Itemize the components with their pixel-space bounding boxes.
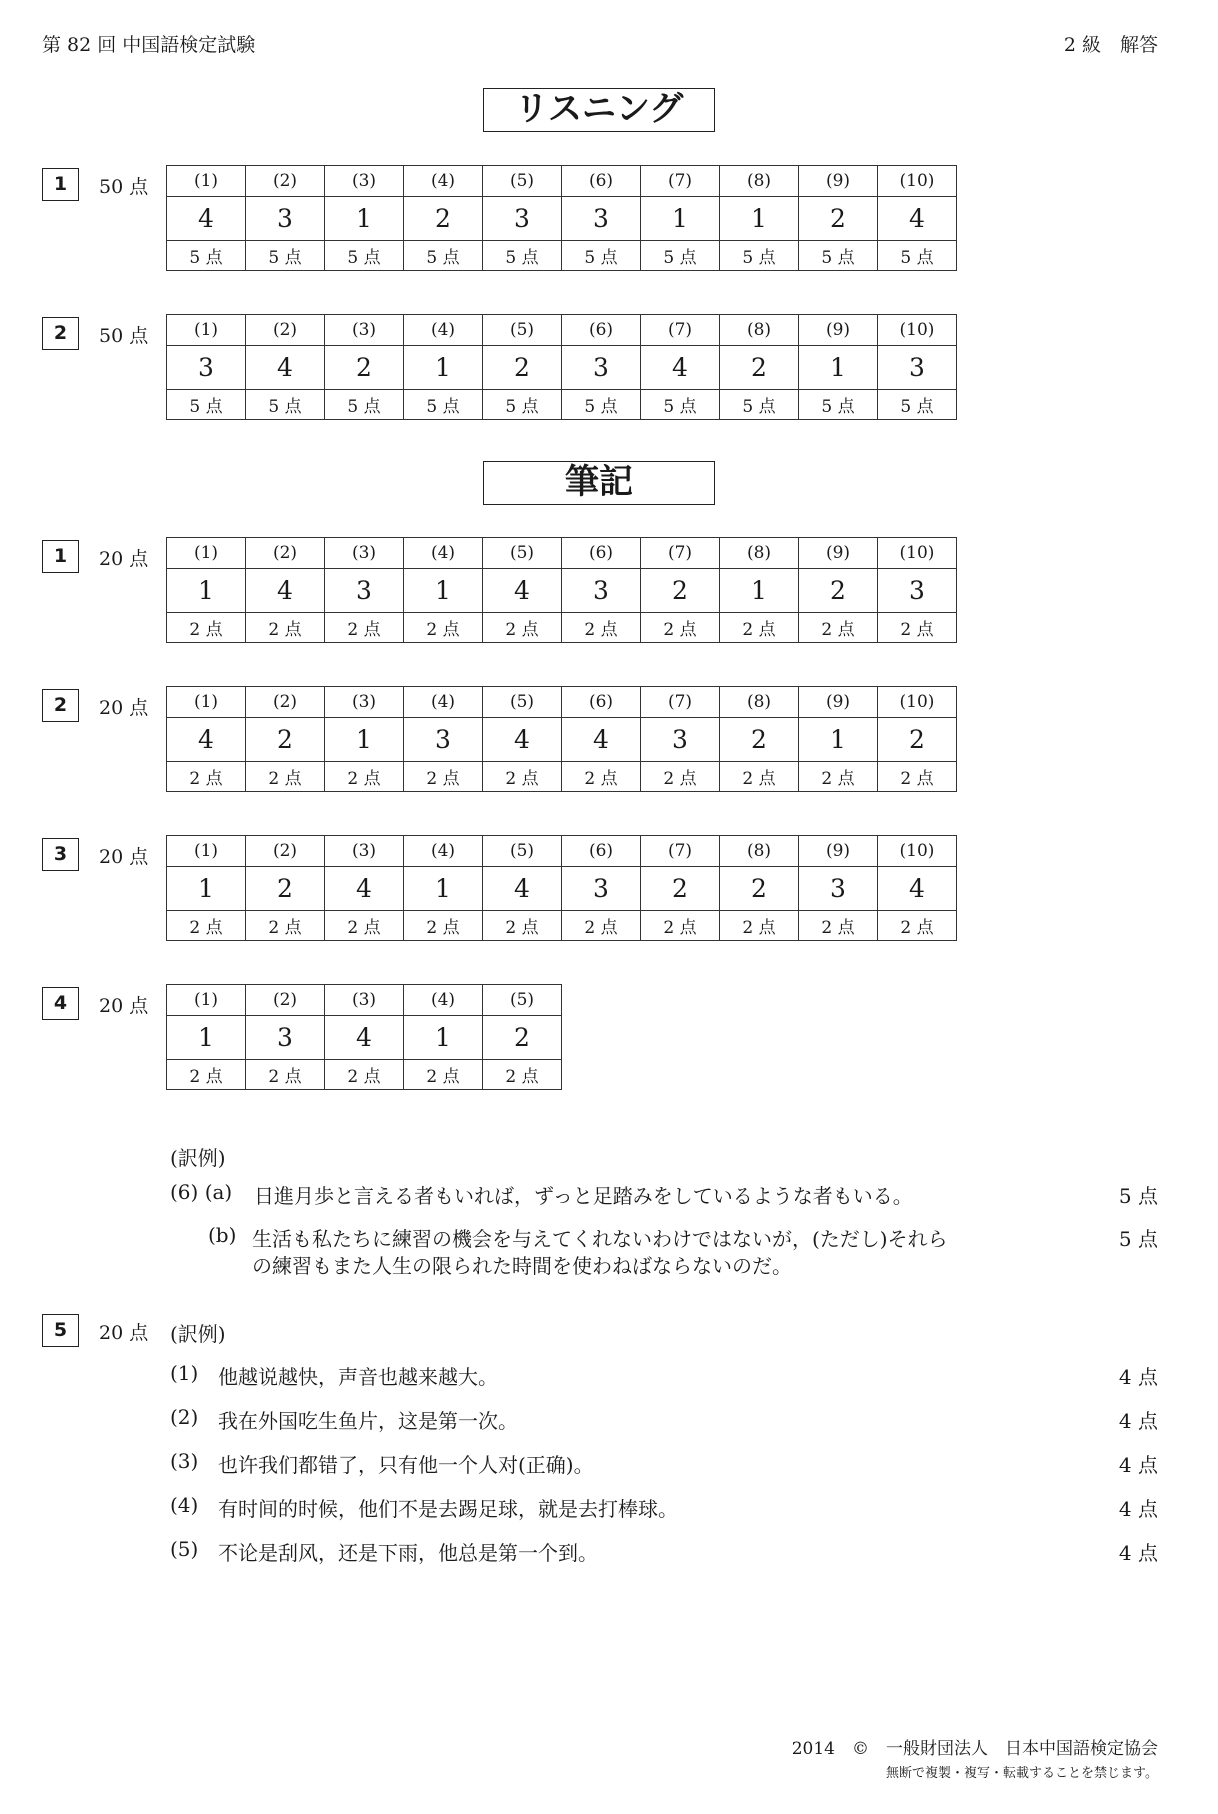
answer-value: 1 — [404, 569, 483, 613]
answer-label: (1) — [167, 166, 246, 197]
answer-score: 5 点 — [404, 241, 483, 271]
question-points: 50 点 — [99, 176, 149, 198]
answer-label: (3) — [325, 538, 404, 569]
translation-text: 他越说越快，声音也越来越大。 — [218, 1365, 498, 1389]
answer-score: 2 点 — [799, 613, 878, 643]
answer-value: 2 — [878, 718, 957, 762]
answer-label-row — [167, 985, 562, 1016]
answer-score: 5 点 — [720, 241, 799, 271]
answer-value: 1 — [167, 569, 246, 613]
answer-score: 2 点 — [167, 762, 246, 792]
answer-label: (5) — [483, 315, 562, 346]
answer-label: (4) — [404, 687, 483, 718]
answer-value: 1 — [325, 197, 404, 241]
translation-text: 我在外国吃生鱼片，这是第一次。 — [218, 1409, 518, 1433]
answer-label: (5) — [483, 836, 562, 867]
translation-heading: (訳例) — [170, 1322, 226, 1346]
answer-value: 4 — [246, 569, 325, 613]
translation-text: の練習もまた人生の限られた時間を使わねばならないのだ。 — [252, 1254, 792, 1278]
answer-value: 4 — [878, 867, 957, 911]
answer-label: (4) — [404, 315, 483, 346]
answer-label: (10) — [878, 538, 957, 569]
answer-label-row — [167, 687, 957, 718]
answer-label: (8) — [720, 836, 799, 867]
answer-label: (3) — [325, 836, 404, 867]
answer-label: (8) — [720, 687, 799, 718]
translation-text: 日進月歩と言える者もいれば，ずっと足踏みをしているような者もいる。 — [254, 1184, 913, 1208]
answer-label: (2) — [246, 687, 325, 718]
answer-label: (7) — [641, 836, 720, 867]
answer-value: 2 — [483, 1016, 562, 1060]
answer-value-row — [167, 718, 957, 762]
answer-value: 3 — [562, 569, 641, 613]
answer-value: 2 — [720, 718, 799, 762]
answer-table — [166, 686, 957, 792]
answer-label: (2) — [246, 315, 325, 346]
answer-label: (5) — [483, 985, 562, 1016]
answer-value: 3 — [167, 346, 246, 390]
answer-value: 3 — [799, 867, 878, 911]
answer-label: (7) — [641, 166, 720, 197]
answer-value: 1 — [799, 346, 878, 390]
answer-label: (9) — [799, 687, 878, 718]
answer-value-row — [167, 1016, 562, 1060]
answer-label-row — [167, 315, 957, 346]
answer-score: 2 点 — [720, 911, 799, 941]
answer-value: 4 — [483, 569, 562, 613]
answer-label: (5) — [483, 166, 562, 197]
answer-value: 2 — [404, 197, 483, 241]
item-points: 4 点 — [1118, 1497, 1158, 1521]
answer-score: 2 点 — [799, 911, 878, 941]
answer-label: (2) — [246, 538, 325, 569]
answer-score-row — [167, 762, 957, 792]
answer-score: 2 点 — [404, 613, 483, 643]
question-number: 5 — [42, 1314, 79, 1347]
question-number: 2 — [42, 317, 79, 350]
answer-value: 2 — [720, 346, 799, 390]
answer-label: (3) — [325, 315, 404, 346]
item-points: 4 点 — [1118, 1541, 1158, 1565]
copyright: 2014 © 一般財団法人 日本中国語検定協会 — [791, 1739, 1158, 1759]
answer-label: (6) — [562, 166, 641, 197]
answer-score: 2 点 — [483, 1060, 562, 1090]
answer-score: 5 点 — [878, 241, 957, 271]
question-points: 20 点 — [99, 697, 149, 719]
answer-value: 3 — [878, 346, 957, 390]
answer-label: (7) — [641, 315, 720, 346]
exam-title: 第 82 回 中国語検定試験 — [42, 34, 256, 56]
answer-label: (10) — [878, 166, 957, 197]
answer-label: (9) — [799, 166, 878, 197]
answer-score: 2 点 — [562, 613, 641, 643]
answer-score: 2 点 — [404, 911, 483, 941]
answer-score: 2 点 — [246, 762, 325, 792]
answer-value: 4 — [167, 197, 246, 241]
answer-value: 3 — [641, 718, 720, 762]
answer-value: 3 — [562, 867, 641, 911]
answer-score: 5 点 — [325, 390, 404, 420]
answer-score: 2 点 — [404, 762, 483, 792]
answer-label: (1) — [167, 538, 246, 569]
answer-label-row — [167, 166, 957, 197]
answer-score-row — [167, 911, 957, 941]
question-number: 3 — [42, 838, 79, 871]
item-points: 5 点 — [1118, 1184, 1158, 1208]
item-label: (1) — [170, 1361, 199, 1385]
answer-value: 3 — [404, 718, 483, 762]
question-points: 20 点 — [99, 846, 149, 868]
answer-score: 2 点 — [325, 1060, 404, 1090]
answer-score: 2 点 — [720, 762, 799, 792]
answer-label: (10) — [878, 687, 957, 718]
translation-text: 不论是刮风，还是下雨，他总是第一个到。 — [218, 1541, 598, 1565]
item-points: 4 点 — [1118, 1409, 1158, 1433]
question-number: 4 — [42, 987, 79, 1020]
answer-label: (4) — [404, 836, 483, 867]
answer-value: 2 — [641, 867, 720, 911]
answer-label: (7) — [641, 687, 720, 718]
item-points: 4 点 — [1118, 1365, 1158, 1389]
answer-score: 5 点 — [878, 390, 957, 420]
translation-text: 生活も私たちに練習の機会を与えてくれないわけではないが，(ただし)それら — [252, 1227, 948, 1251]
answer-value: 1 — [720, 569, 799, 613]
answer-value: 2 — [799, 569, 878, 613]
answer-label: (6) — [562, 315, 641, 346]
translation-text: 有时间的时候，他们不是去踢足球，就是去打棒球。 — [218, 1497, 678, 1521]
answer-score: 5 点 — [799, 241, 878, 271]
answer-value-row — [167, 569, 957, 613]
answer-score: 2 点 — [167, 1060, 246, 1090]
answer-score: 5 点 — [483, 390, 562, 420]
item-label: (6) (a) — [170, 1180, 233, 1204]
answer-score: 2 点 — [167, 613, 246, 643]
answer-score: 2 点 — [246, 613, 325, 643]
copyright-notice: 無断で複製・複写・転載することを禁じます。 — [886, 1766, 1158, 1781]
answer-label: (8) — [720, 538, 799, 569]
answer-value: 4 — [878, 197, 957, 241]
answer-score: 5 点 — [404, 390, 483, 420]
answer-score: 5 点 — [246, 390, 325, 420]
answer-value: 1 — [799, 718, 878, 762]
answer-label: (1) — [167, 985, 246, 1016]
translation-text: 也许我们都错了，只有他一个人对(正确)。 — [218, 1453, 594, 1477]
item-label: (2) — [170, 1405, 199, 1429]
answer-score-row — [167, 390, 957, 420]
answer-score: 2 点 — [562, 911, 641, 941]
answer-score: 2 点 — [246, 1060, 325, 1090]
answer-value: 2 — [246, 867, 325, 911]
answer-label: (8) — [720, 166, 799, 197]
question-points: 20 点 — [99, 995, 149, 1017]
answer-score: 2 点 — [878, 613, 957, 643]
answer-value-row — [167, 867, 957, 911]
answer-label: (7) — [641, 538, 720, 569]
answer-score: 5 点 — [799, 390, 878, 420]
answer-table — [166, 537, 957, 643]
answer-score: 2 点 — [483, 762, 562, 792]
section-title-writing: 筆記 — [483, 461, 715, 505]
answer-value: 4 — [562, 718, 641, 762]
answer-value: 4 — [641, 346, 720, 390]
answer-value: 1 — [720, 197, 799, 241]
answer-value: 2 — [483, 346, 562, 390]
answer-value: 4 — [246, 346, 325, 390]
answer-score: 2 点 — [799, 762, 878, 792]
answer-value: 1 — [167, 867, 246, 911]
answer-value: 3 — [325, 569, 404, 613]
answer-value: 2 — [641, 569, 720, 613]
answer-label: (9) — [799, 538, 878, 569]
answer-label: (8) — [720, 315, 799, 346]
answer-value: 3 — [878, 569, 957, 613]
answer-score: 5 点 — [641, 241, 720, 271]
answer-label: (2) — [246, 836, 325, 867]
answer-label: (2) — [246, 985, 325, 1016]
answer-label: (5) — [483, 538, 562, 569]
answer-label: (9) — [799, 315, 878, 346]
item-label: (3) — [170, 1449, 199, 1473]
question-number: 2 — [42, 689, 79, 722]
answer-score: 2 点 — [878, 762, 957, 792]
answer-score: 2 点 — [325, 911, 404, 941]
item-points: 4 点 — [1118, 1453, 1158, 1477]
answer-label: (3) — [325, 687, 404, 718]
answer-label: (4) — [404, 538, 483, 569]
answer-value: 1 — [404, 346, 483, 390]
answer-label: (1) — [167, 836, 246, 867]
answer-score: 2 点 — [483, 911, 562, 941]
answer-score: 5 点 — [325, 241, 404, 271]
answer-value: 3 — [483, 197, 562, 241]
answer-score: 2 点 — [483, 613, 562, 643]
answer-score: 2 点 — [562, 762, 641, 792]
answer-score: 5 点 — [167, 241, 246, 271]
answer-score: 5 点 — [562, 241, 641, 271]
answer-value: 2 — [246, 718, 325, 762]
answer-score: 2 点 — [246, 911, 325, 941]
answer-label: (1) — [167, 687, 246, 718]
item-points: 5 点 — [1118, 1227, 1158, 1251]
item-label: (b) — [208, 1223, 237, 1247]
answer-score-row — [167, 1060, 562, 1090]
answer-value: 3 — [246, 1016, 325, 1060]
answer-label: (9) — [799, 836, 878, 867]
question-points: 50 点 — [99, 325, 149, 347]
answer-score-row — [167, 241, 957, 271]
answer-value-row — [167, 346, 957, 390]
answer-value: 1 — [641, 197, 720, 241]
answer-value: 2 — [325, 346, 404, 390]
answer-value: 2 — [720, 867, 799, 911]
answer-value: 1 — [404, 1016, 483, 1060]
answer-label: (10) — [878, 836, 957, 867]
answer-label: (2) — [246, 166, 325, 197]
question-number: 1 — [42, 168, 79, 201]
answer-score: 5 点 — [483, 241, 562, 271]
answer-label-row — [167, 836, 957, 867]
answer-table — [166, 165, 957, 271]
answer-score: 5 点 — [246, 241, 325, 271]
answer-value: 4 — [483, 718, 562, 762]
answer-table — [166, 314, 957, 420]
answer-value: 4 — [483, 867, 562, 911]
answer-label: (1) — [167, 315, 246, 346]
answer-label: (4) — [404, 985, 483, 1016]
answer-score-row — [167, 613, 957, 643]
item-label: (5) — [170, 1537, 199, 1561]
answer-score: 2 点 — [325, 762, 404, 792]
answer-score: 2 点 — [878, 911, 957, 941]
item-label: (4) — [170, 1493, 199, 1517]
section-title-listening: リスニング — [483, 88, 715, 132]
answer-label: (10) — [878, 315, 957, 346]
answer-score: 5 点 — [720, 390, 799, 420]
question-points: 20 点 — [99, 1322, 149, 1344]
answer-label: (3) — [325, 985, 404, 1016]
question-points: 20 点 — [99, 548, 149, 570]
answer-label: (6) — [562, 836, 641, 867]
answer-value-row — [167, 197, 957, 241]
answer-label: (4) — [404, 166, 483, 197]
answer-label: (5) — [483, 687, 562, 718]
answer-value: 3 — [246, 197, 325, 241]
translation-heading: (訳例) — [170, 1146, 226, 1170]
answer-label: (6) — [562, 687, 641, 718]
answer-score: 2 点 — [404, 1060, 483, 1090]
answer-score: 2 点 — [641, 613, 720, 643]
answer-value: 3 — [562, 197, 641, 241]
answer-table — [166, 984, 562, 1090]
answer-label: (6) — [562, 538, 641, 569]
answer-value: 1 — [325, 718, 404, 762]
answer-score: 2 点 — [325, 613, 404, 643]
answer-label: (3) — [325, 166, 404, 197]
answer-value: 4 — [325, 1016, 404, 1060]
answer-value: 1 — [404, 867, 483, 911]
answer-score: 2 点 — [167, 911, 246, 941]
grade-label: 2 級 解答 — [1063, 34, 1158, 56]
answer-table — [166, 835, 957, 941]
answer-score: 2 点 — [720, 613, 799, 643]
answer-score: 5 点 — [641, 390, 720, 420]
answer-score: 2 点 — [641, 762, 720, 792]
answer-score: 5 点 — [167, 390, 246, 420]
answer-score: 5 点 — [562, 390, 641, 420]
answer-value: 3 — [562, 346, 641, 390]
answer-label-row — [167, 538, 957, 569]
answer-value: 1 — [167, 1016, 246, 1060]
answer-score: 2 点 — [641, 911, 720, 941]
answer-value: 4 — [167, 718, 246, 762]
question-number: 1 — [42, 540, 79, 573]
answer-value: 4 — [325, 867, 404, 911]
answer-value: 2 — [799, 197, 878, 241]
